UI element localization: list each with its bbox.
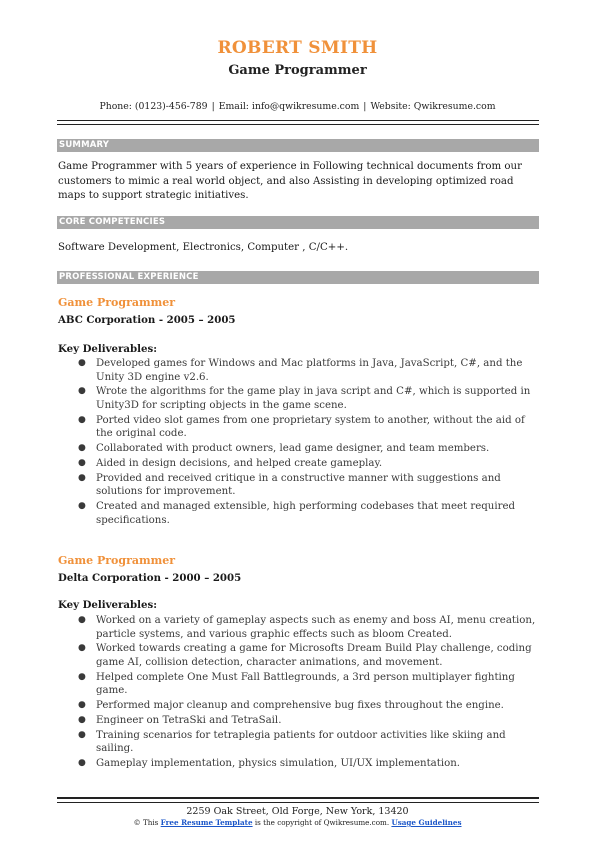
- list-item: [75, 614, 540, 641]
- experience-heading: PROFESSIONAL EXPERIENCE: [57, 271, 539, 284]
- job-role: Game Programmer: [58, 296, 176, 309]
- job-role: Game Programmer: [58, 554, 176, 567]
- bullet-icon: ●: [78, 758, 86, 769]
- list-item-text: Wrote the algorithms for the game play in java script and C#, which is supported in Unity3D for scripting objects in the game scene.: [96, 386, 531, 411]
- contact-email: Email: info@qwikresume.com: [218, 101, 360, 112]
- contact-separator: |: [363, 101, 367, 112]
- list-item-text: Created and managed extensible, high performing codebases that meet required specifications.: [96, 501, 516, 526]
- list-item: [75, 729, 540, 756]
- list-item: [75, 357, 540, 384]
- list-item-text: Collaborated with product owners, lead game designer, and team members.: [96, 443, 490, 455]
- bullet-icon: ●: [78, 414, 86, 425]
- list-item: [75, 472, 540, 499]
- job-company: Delta Corporation - 2000 – 2005: [58, 572, 242, 584]
- list-item: [75, 414, 540, 441]
- copyright-prefix: © This: [133, 818, 159, 827]
- bullet-icon: ●: [78, 501, 86, 512]
- bullet-icon: ●: [78, 386, 86, 397]
- footer-divider-top: [57, 797, 539, 799]
- list-item: [75, 642, 540, 669]
- list-item: [75, 385, 540, 412]
- footer-address: 2259 Oak Street, Old Forge, New York, 13420: [186, 806, 409, 817]
- deliverables-list: [75, 614, 540, 772]
- bullet-icon: ●: [78, 472, 86, 483]
- candidate-title: Game Programmer: [228, 63, 367, 78]
- bullet-icon: ●: [78, 615, 86, 625]
- list-item: [75, 457, 540, 471]
- bullet-icon: ●: [78, 358, 86, 368]
- key-deliverables-label: Key Deliverables:: [58, 599, 157, 611]
- header-divider-top: [57, 120, 539, 121]
- bullet-icon: ●: [78, 729, 86, 740]
- list-item-text: Ported video slot games from one proprietary system to another, without the aid of the original code.: [96, 414, 525, 440]
- list-item: [75, 671, 540, 698]
- list-item-text: Developed games for Windows and Mac platforms in Java, JavaScript, C#, and the Unity 3D engine v2.6.: [96, 358, 523, 383]
- key-deliverables-label: Key Deliverables:: [58, 343, 157, 355]
- contact-separator: |: [211, 101, 215, 112]
- list-item-text: Gameplay implementation, physics simulation, UI/UX implementation.: [96, 758, 461, 770]
- candidate-name: ROBERT SMITH: [217, 38, 378, 58]
- contact-phone: Phone: (0123)-456-789: [99, 101, 208, 112]
- list-item: [75, 714, 540, 728]
- header-divider-bottom: [57, 124, 539, 125]
- free-resume-template-link[interactable]: Free Resume Template: [160, 818, 253, 827]
- footer-divider-bottom: [57, 802, 539, 803]
- list-item: [75, 442, 540, 456]
- bullet-icon: ●: [78, 643, 86, 654]
- footer-copyright: [0, 818, 595, 827]
- bullet-icon: ●: [78, 714, 86, 725]
- bullet-icon: ●: [78, 700, 86, 711]
- list-item: [75, 699, 540, 713]
- list-item-text: Worked on a variety of gameplay aspects such as enemy and boss AI, menu creation, particle systems, and various graphic effects such as bloom Created.: [96, 615, 536, 640]
- contact-line: [0, 101, 595, 112]
- bullet-icon: ●: [78, 671, 86, 682]
- deliverables-list: [75, 357, 540, 528]
- job-company: ABC Corporation - 2005 – 2005: [58, 314, 236, 326]
- list-item-text: Performed major cleanup and comprehensive bug fixes throughout the engine.: [96, 700, 504, 712]
- list-item-text: Training scenarios for tetraplegia patients for outdoor activities like skiing and sailing.: [96, 729, 506, 755]
- competencies-heading: CORE COMPETENCIES: [57, 216, 539, 229]
- bullet-icon: ●: [78, 443, 86, 454]
- list-item-text: Provided and received critique in a constructive manner with suggestions and solutions for improvement.: [96, 472, 501, 498]
- summary-heading: SUMMARY: [57, 139, 539, 152]
- bullet-icon: ●: [78, 457, 86, 468]
- list-item-text: Engineer on TetraSki and TetraSail.: [96, 714, 282, 726]
- competencies-text: Software Development, Electronics, Computer , C/C++.: [58, 242, 349, 253]
- summary-text: Game Programmer with 5 years of experience in Following technical documents from our customers to mimic a real world object, and also Assisting in developing optimized road maps to support strategic initiatives.: [58, 161, 522, 201]
- list-item-text: Aided in design decisions, and helped create gameplay.: [96, 457, 383, 469]
- list-item-text: Worked towards creating a game for Microsofts Dream Build Play challenge, coding game AI, collision detection, character animations, and movement.: [96, 643, 532, 668]
- list-item: [75, 500, 540, 527]
- usage-guidelines-link[interactable]: Usage Guidelines: [391, 818, 462, 827]
- contact-website: Website: Qwikresume.com: [370, 101, 496, 112]
- list-item-text: Helped complete One Must Fall Battlegrounds, a 3rd person multiplayer fighting game.: [96, 671, 515, 697]
- list-item: [75, 757, 540, 771]
- copyright-middle: is the copyright of Qwikresume.com.: [254, 818, 390, 827]
